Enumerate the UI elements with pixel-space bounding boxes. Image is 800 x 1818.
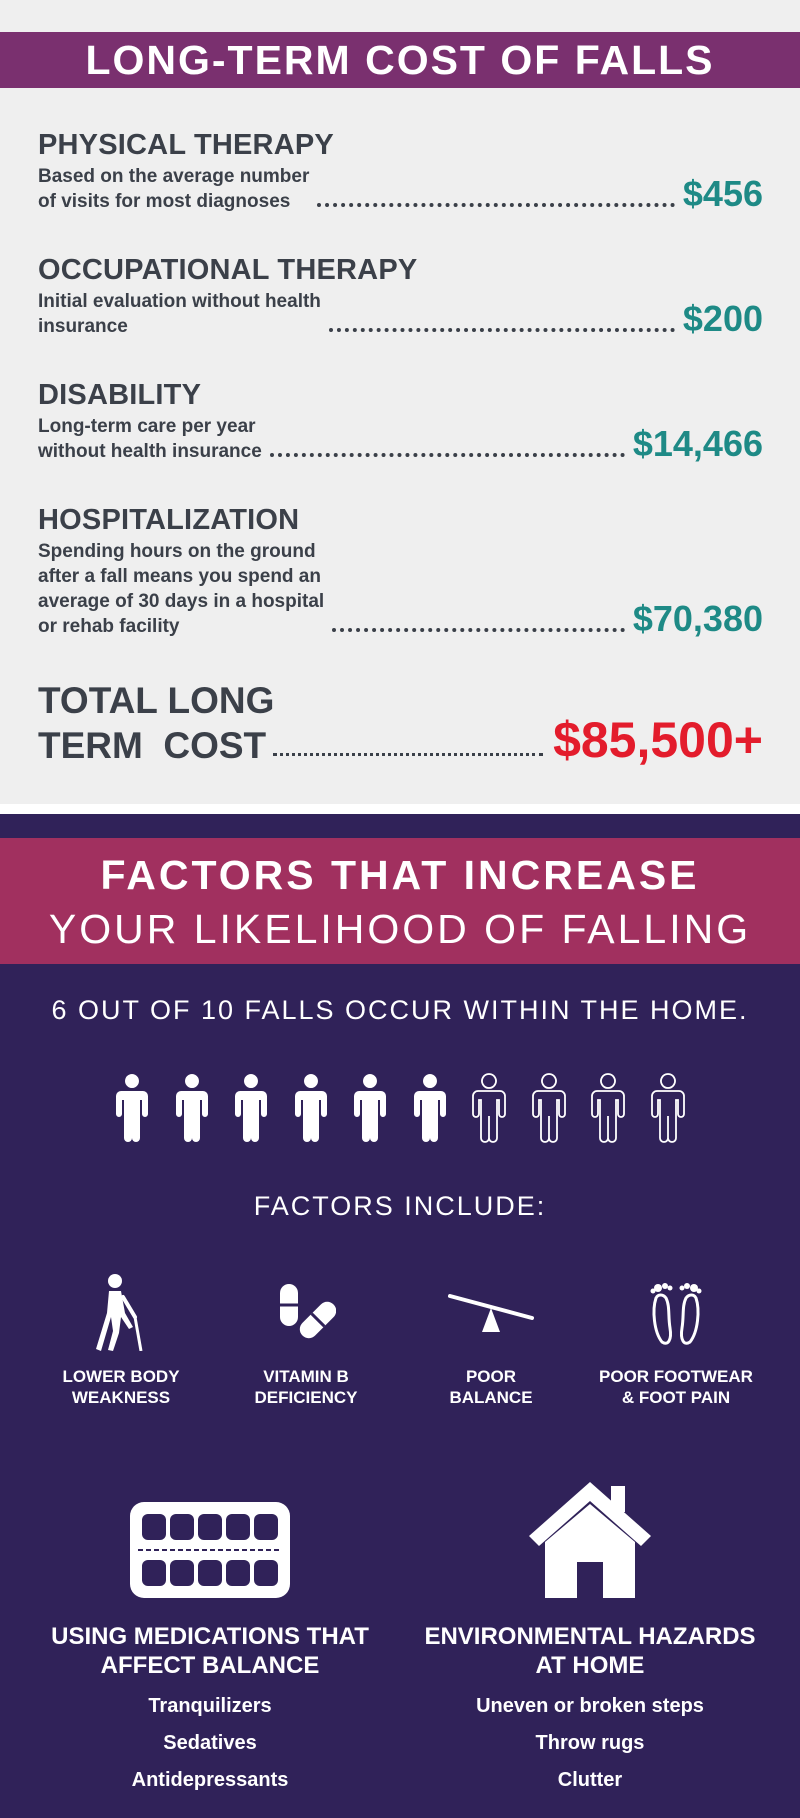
person-outline-icon bbox=[586, 1072, 630, 1142]
pill-blister-pack-icon bbox=[20, 1460, 400, 1600]
person-filled-icon bbox=[110, 1072, 154, 1142]
factor-label-line: WEAKNESS bbox=[71, 1388, 171, 1407]
total-label bbox=[38, 678, 273, 768]
hazards-title-line: AT HOME bbox=[535, 1652, 645, 1679]
section-divider bbox=[0, 804, 800, 814]
desc-line: average of 30 days in a hospital bbox=[38, 591, 325, 612]
medications-factor bbox=[20, 1460, 400, 1799]
dotted-leader bbox=[332, 628, 625, 632]
total-value: $85,500+ bbox=[553, 712, 763, 768]
desc-line: insurance bbox=[38, 316, 128, 337]
medications-title bbox=[20, 1622, 400, 1680]
cost-item-physical-therapy bbox=[38, 128, 763, 214]
people-icon-row bbox=[110, 1072, 700, 1142]
walker-with-cane-icon bbox=[36, 1272, 206, 1352]
factor-label-line: POOR FOOTWEAR bbox=[599, 1367, 753, 1386]
total-label-line: TERM COST bbox=[38, 725, 267, 766]
cost-heading: HOSPITALIZATION bbox=[38, 504, 300, 536]
hazards-title-line: ENVIRONMENTAL HAZARDS bbox=[424, 1623, 756, 1650]
cost-description bbox=[38, 289, 321, 339]
cost-description bbox=[38, 164, 309, 214]
cost-description bbox=[38, 539, 324, 639]
factors-banner bbox=[0, 838, 800, 964]
factor-vitamin-b-deficiency bbox=[221, 1272, 391, 1408]
dotted-leader bbox=[273, 753, 543, 756]
hazard-item: Throw rugs bbox=[535, 1732, 645, 1754]
factor-label bbox=[591, 1366, 761, 1408]
factor-label-line: & FOOT PAIN bbox=[621, 1388, 731, 1407]
hazard-item: Clutter bbox=[557, 1769, 623, 1791]
pills-icon bbox=[221, 1272, 391, 1352]
desc-line: Long-term care per year bbox=[38, 416, 256, 437]
person-filled-icon bbox=[229, 1072, 273, 1142]
factor-label bbox=[406, 1366, 576, 1408]
hazard-item: Uneven or broken steps bbox=[476, 1695, 704, 1717]
factor-poor-footwear bbox=[591, 1272, 761, 1408]
person-filled-icon bbox=[289, 1072, 333, 1142]
total-label-line: TOTAL LONG bbox=[38, 680, 275, 721]
medication-item: Sedatives bbox=[163, 1732, 257, 1754]
dotted-leader bbox=[270, 453, 625, 457]
cost-description bbox=[38, 414, 262, 464]
person-outline-icon bbox=[646, 1072, 690, 1142]
factor-lower-body-weakness bbox=[36, 1272, 206, 1408]
person-outline-icon bbox=[527, 1072, 571, 1142]
desc-line: of visits for most diagnoses bbox=[38, 191, 291, 212]
medication-item: Antidepressants bbox=[131, 1769, 289, 1791]
hazards-title bbox=[400, 1622, 780, 1680]
factors-title-line: YOUR LIKELIHOOD OF FALLING bbox=[48, 906, 752, 952]
factor-label-line: BALANCE bbox=[449, 1388, 533, 1407]
seesaw-icon bbox=[406, 1272, 576, 1352]
cost-value: $200 bbox=[682, 298, 763, 339]
dotted-leader bbox=[317, 203, 675, 207]
desc-line: without health insurance bbox=[38, 441, 262, 462]
person-filled-icon bbox=[408, 1072, 452, 1142]
falls-statistic: 6 OUT OF 10 FALLS OCCUR WITHIN THE HOME. bbox=[51, 995, 749, 1025]
desc-line: or rehab facility bbox=[38, 616, 180, 637]
cost-heading: DISABILITY bbox=[38, 379, 202, 411]
medications-title-line: USING MEDICATIONS THAT bbox=[51, 1623, 369, 1650]
medication-item: Tranquilizers bbox=[148, 1695, 272, 1717]
cost-value: $14,466 bbox=[632, 423, 763, 464]
dotted-leader bbox=[329, 328, 675, 332]
person-filled-icon bbox=[170, 1072, 214, 1142]
cost-value: $456 bbox=[682, 173, 763, 214]
factor-label-line: DEFICIENCY bbox=[254, 1388, 358, 1407]
factor-poor-balance bbox=[406, 1272, 576, 1408]
hazards-factor bbox=[400, 1460, 780, 1799]
medications-title-line: AFFECT BALANCE bbox=[100, 1652, 320, 1679]
cost-banner-title: LONG-TERM COST OF FALLS bbox=[0, 32, 800, 88]
factors-title-line: FACTORS THAT INCREASE bbox=[100, 852, 700, 898]
cost-item-disability bbox=[38, 378, 763, 464]
factor-label-line: LOWER BODY bbox=[62, 1367, 180, 1386]
cost-value: $70,380 bbox=[632, 598, 763, 639]
desc-line: Spending hours on the ground bbox=[38, 541, 316, 562]
person-filled-icon bbox=[348, 1072, 392, 1142]
total-cost bbox=[38, 678, 763, 768]
cost-heading: OCCUPATIONAL THERAPY bbox=[38, 254, 418, 286]
factor-label-line: POOR bbox=[465, 1367, 517, 1386]
cost-heading: PHYSICAL THERAPY bbox=[38, 129, 334, 161]
desc-line: Initial evaluation without health bbox=[38, 291, 321, 312]
cost-item-occupational-therapy bbox=[38, 253, 763, 339]
person-outline-icon bbox=[467, 1072, 511, 1142]
factor-label bbox=[221, 1366, 391, 1408]
cost-item-hospitalization bbox=[38, 503, 763, 639]
desc-line: Based on the average number bbox=[38, 166, 310, 187]
factors-include-label: FACTORS INCLUDE: bbox=[253, 1191, 547, 1221]
factor-label-line: VITAMIN B bbox=[263, 1367, 349, 1386]
desc-line: after a fall means you spend an bbox=[38, 566, 321, 587]
factor-label bbox=[36, 1366, 206, 1408]
footprints-icon bbox=[591, 1272, 761, 1352]
house-icon bbox=[400, 1460, 780, 1600]
